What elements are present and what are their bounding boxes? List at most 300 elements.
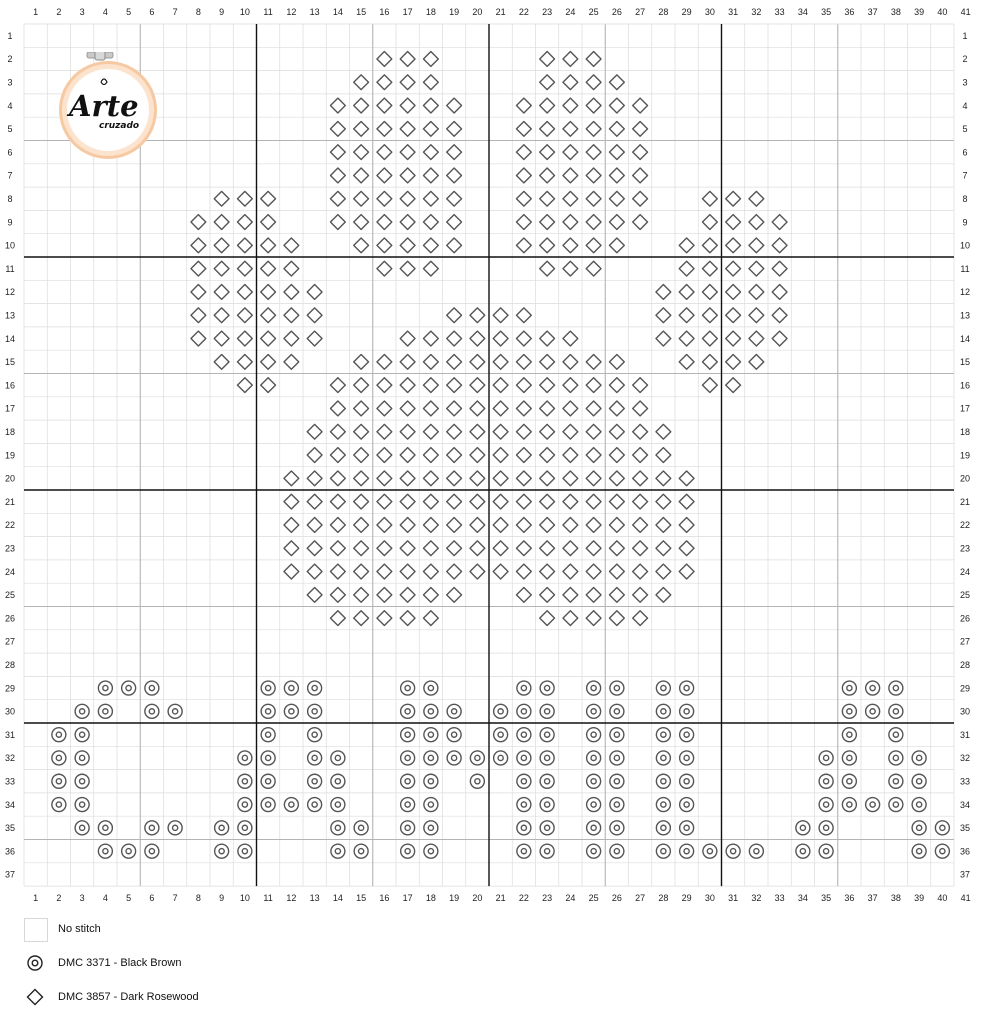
diamond-stitch	[540, 145, 555, 160]
column-label: 40	[937, 7, 948, 17]
diamond-stitch	[609, 98, 624, 113]
circle-stitch	[75, 798, 89, 812]
diamond-stitch	[354, 145, 369, 160]
diamond-stitch	[633, 448, 648, 463]
column-label: 27	[635, 7, 646, 17]
row-label: 17	[4, 403, 16, 414]
row-label: 35	[4, 823, 16, 834]
diamond-stitch	[354, 191, 369, 206]
column-label: 2	[56, 7, 62, 17]
circle-stitch	[308, 751, 322, 765]
column-label: 22	[518, 7, 529, 17]
circle-stitch	[842, 774, 856, 788]
diamond-stitch	[354, 424, 369, 439]
diamond-stitch	[400, 518, 415, 533]
circle-stitch	[517, 798, 531, 812]
diamond-stitch	[656, 587, 671, 602]
circle-stitch	[261, 728, 275, 742]
legend-item-black-brown	[24, 952, 424, 986]
diamond-stitch	[423, 518, 438, 533]
diamond-stitch	[563, 331, 578, 346]
circle-stitch	[889, 798, 903, 812]
circle-stitch	[424, 728, 438, 742]
circle-stitch	[587, 728, 601, 742]
diamond-stitch	[377, 168, 392, 183]
circle-stitch	[819, 821, 833, 835]
diamond-stitch	[423, 564, 438, 579]
circle-stitch	[308, 681, 322, 695]
row-label: 10	[959, 240, 971, 251]
row-label: 7	[962, 170, 968, 181]
diamond-stitch	[586, 168, 601, 183]
diamond-stitch	[563, 98, 578, 113]
diamond-stitch	[377, 261, 392, 276]
diamond-stitch	[749, 261, 764, 276]
diamond-stitch	[423, 354, 438, 369]
diamond-stitch	[284, 285, 299, 300]
diamond-stitch	[633, 424, 648, 439]
row-label: 23	[4, 543, 16, 554]
diamond-stitch	[609, 378, 624, 393]
column-label: 35	[821, 893, 832, 904]
diamond-stitch	[656, 424, 671, 439]
circle-stitch	[842, 751, 856, 765]
diamond-stitch	[679, 471, 694, 486]
diamond-stitch	[447, 191, 462, 206]
column-label: 7	[172, 7, 178, 17]
circle-stitch	[796, 821, 810, 835]
diamond-stitch	[540, 98, 555, 113]
diamond-stitch	[726, 331, 741, 346]
column-labels-top	[33, 7, 971, 17]
diamond-stitch	[423, 75, 438, 90]
circle-stitch	[168, 821, 182, 835]
circle-stitch	[424, 704, 438, 718]
diamond-stitch	[284, 518, 299, 533]
column-label: 18	[425, 893, 436, 904]
diamond-stitch	[540, 75, 555, 90]
diamond-stitch	[447, 494, 462, 509]
diamond-stitch	[400, 238, 415, 253]
diamond-stitch	[772, 308, 787, 323]
circle-stitch	[401, 704, 415, 718]
row-label: 31	[959, 729, 971, 740]
diamond-stitch	[772, 285, 787, 300]
circle-stitch	[168, 704, 182, 718]
circle-stitch	[52, 751, 66, 765]
diamond-stitch	[447, 354, 462, 369]
row-label: 3	[962, 77, 968, 88]
diamond-stitch	[563, 52, 578, 67]
diamond-stitch	[656, 308, 671, 323]
column-label: 29	[681, 7, 692, 17]
circle-stitch	[587, 798, 601, 812]
row-label: 8	[7, 193, 13, 204]
circle-stitch	[401, 751, 415, 765]
column-label: 9	[219, 893, 225, 904]
circle-stitch	[842, 704, 856, 718]
diamond-stitch	[493, 471, 508, 486]
column-label: 38	[890, 7, 901, 17]
row-label: 23	[959, 543, 971, 554]
diamond-stitch	[493, 331, 508, 346]
diamond-stitch	[447, 424, 462, 439]
diamond-stitch	[540, 238, 555, 253]
diamond-stitch	[586, 611, 601, 626]
diamond-stitch	[540, 448, 555, 463]
diamond-stitch	[470, 331, 485, 346]
diamond-stitch	[447, 448, 462, 463]
circle-stitch	[52, 728, 66, 742]
row-label: 35	[959, 823, 971, 834]
circle-stitch	[494, 704, 508, 718]
diamond-stitch	[423, 401, 438, 416]
diamond-stitch	[400, 587, 415, 602]
circle-stitch	[587, 681, 601, 695]
diamond-stitch	[586, 191, 601, 206]
diamond-stitch	[609, 354, 624, 369]
diamond-stitch	[563, 448, 578, 463]
column-label: 27	[635, 893, 646, 904]
diamond-stitch	[586, 238, 601, 253]
diamond-stitch	[214, 354, 229, 369]
column-label: 7	[172, 893, 178, 904]
diamond-stitch	[633, 145, 648, 160]
column-label: 8	[195, 893, 201, 904]
diamond-stitch	[284, 308, 299, 323]
diamond-stitch	[633, 587, 648, 602]
diamond-stitch	[749, 285, 764, 300]
row-label: 20	[4, 473, 16, 484]
diamond-stitch	[447, 471, 462, 486]
row-label: 27	[959, 636, 971, 647]
diamond-stitch	[423, 238, 438, 253]
diamond-stitch	[540, 587, 555, 602]
diamond-stitch	[516, 518, 531, 533]
diamond-stitch	[656, 564, 671, 579]
circle-stitch	[796, 844, 810, 858]
circle-stitch	[470, 751, 484, 765]
diamond-stitch	[563, 611, 578, 626]
diamond-stitch	[330, 401, 345, 416]
column-label: 5	[126, 7, 132, 17]
diamond-stitch	[447, 331, 462, 346]
column-label: 13	[309, 7, 320, 17]
diamond-stitch	[516, 541, 531, 556]
diamond-stitch	[633, 98, 648, 113]
diamond-stitch	[423, 98, 438, 113]
diamond-stitch	[516, 308, 531, 323]
circle-stitch	[680, 681, 694, 695]
diamond-icon	[24, 986, 46, 1008]
diamond-stitch	[493, 401, 508, 416]
diamond-stitch	[284, 354, 299, 369]
row-label: 37	[959, 869, 971, 880]
circle-stitch	[587, 774, 601, 788]
diamond-stitch	[261, 285, 276, 300]
diamond-stitch	[633, 401, 648, 416]
column-label: 11	[263, 893, 273, 904]
diamond-stitch	[400, 75, 415, 90]
diamond-stitch	[563, 145, 578, 160]
circle-stitch	[424, 681, 438, 695]
circle-stitch	[308, 774, 322, 788]
diamond-stitch	[586, 448, 601, 463]
row-label: 4	[7, 100, 13, 111]
circle-stitch	[610, 728, 624, 742]
column-label: 23	[542, 893, 553, 904]
diamond-stitch	[702, 331, 717, 346]
circle-stitch	[517, 704, 531, 718]
column-label: 17	[402, 7, 413, 17]
row-label: 30	[4, 706, 16, 717]
diamond-stitch	[633, 611, 648, 626]
column-label: 4	[102, 893, 108, 904]
circle-stitch	[912, 798, 926, 812]
circle-stitch	[912, 844, 926, 858]
diamond-stitch	[493, 494, 508, 509]
circle-stitch	[424, 821, 438, 835]
diamond-stitch	[702, 354, 717, 369]
column-label: 34	[797, 893, 808, 904]
diamond-stitch	[633, 378, 648, 393]
diamond-stitch	[470, 471, 485, 486]
circle-stitch	[331, 798, 345, 812]
diamond-stitch	[540, 471, 555, 486]
circle-stitch	[424, 751, 438, 765]
diamond-stitch	[540, 331, 555, 346]
diamond-stitch	[609, 541, 624, 556]
circle-stitch	[261, 681, 275, 695]
diamond-stitch	[563, 401, 578, 416]
circle-stitch	[866, 681, 880, 695]
diamond-stitch	[679, 308, 694, 323]
diamond-stitch	[540, 191, 555, 206]
circle-stitch	[540, 821, 554, 835]
diamond-stitch	[609, 518, 624, 533]
diamond-stitch	[307, 564, 322, 579]
diamond-stitch	[470, 448, 485, 463]
diamond-stitch	[261, 238, 276, 253]
circle-stitch	[447, 728, 461, 742]
circle-stitch	[680, 844, 694, 858]
circle-stitch	[424, 774, 438, 788]
diamond-stitch	[330, 448, 345, 463]
diamond-stitch	[330, 98, 345, 113]
circle-stitch	[540, 774, 554, 788]
diamond-stitch	[307, 518, 322, 533]
diamond-stitch	[516, 98, 531, 113]
diamond-stitch	[516, 564, 531, 579]
column-label: 37	[867, 893, 878, 904]
diamond-stitch	[493, 564, 508, 579]
circle-stitch	[261, 704, 275, 718]
diamond-stitch	[284, 564, 299, 579]
diamond-stitch	[563, 191, 578, 206]
diamond-stitch	[609, 448, 624, 463]
row-label: 8	[962, 193, 968, 204]
diamond-stitch	[400, 494, 415, 509]
diamond-stitch	[423, 494, 438, 509]
legend	[24, 918, 424, 1020]
diamond-stitch	[400, 191, 415, 206]
diamond-stitch	[470, 518, 485, 533]
legend-item-no-stitch	[24, 918, 424, 952]
diamond-stitch	[563, 168, 578, 183]
circle-stitch	[261, 774, 275, 788]
circle-stitch	[331, 774, 345, 788]
diamond-stitch	[377, 494, 392, 509]
diamond-stitch	[609, 191, 624, 206]
diamond-stitch	[354, 401, 369, 416]
diamond-stitch	[516, 168, 531, 183]
diamond-stitch	[400, 448, 415, 463]
diamond-stitch	[307, 448, 322, 463]
diamond-stitch	[261, 331, 276, 346]
diamond-stitch	[237, 354, 252, 369]
column-label: 39	[914, 7, 925, 17]
circle-stitch	[656, 704, 670, 718]
diamond-stitch	[586, 518, 601, 533]
diamond-stitch	[586, 98, 601, 113]
diamond-stitch	[354, 518, 369, 533]
row-label: 1	[7, 30, 13, 41]
circle-stitch	[98, 821, 112, 835]
circle-stitch	[540, 681, 554, 695]
diamond-stitch	[726, 191, 741, 206]
diamond-stitch	[423, 52, 438, 67]
circle-stitch	[424, 798, 438, 812]
circle-stitch	[284, 681, 298, 695]
circle-stitch	[122, 844, 136, 858]
diamond-stitch	[656, 541, 671, 556]
concentric-circle-icon	[24, 952, 46, 974]
circle-stitch	[540, 844, 554, 858]
diamond-stitch	[772, 261, 787, 276]
diamond-stitch	[470, 494, 485, 509]
diamond-stitch	[354, 75, 369, 90]
circle-stitch	[98, 844, 112, 858]
column-label: 6	[149, 893, 155, 904]
diamond-stitch	[447, 564, 462, 579]
row-label: 21	[959, 496, 971, 507]
diamond-stitch	[563, 518, 578, 533]
diamond-stitch	[656, 331, 671, 346]
column-label: 21	[495, 893, 506, 904]
circle-stitch	[238, 751, 252, 765]
column-label: 3	[79, 893, 85, 904]
circle-stitch	[587, 751, 601, 765]
diamond-stitch	[516, 191, 531, 206]
diamond-stitch	[447, 98, 462, 113]
diamond-stitch	[284, 471, 299, 486]
diamond-stitch	[423, 611, 438, 626]
diamond-stitch	[400, 471, 415, 486]
diamond-stitch	[679, 564, 694, 579]
diamond-stitch	[563, 75, 578, 90]
circle-stitch	[935, 821, 949, 835]
diamond-stitch	[377, 215, 392, 230]
legend-label: No stitch	[58, 923, 101, 935]
column-label: 20	[472, 7, 483, 17]
row-label: 5	[7, 124, 13, 135]
diamond-stitch	[400, 261, 415, 276]
diamond-stitch	[400, 52, 415, 67]
diamond-stitch	[330, 424, 345, 439]
diamond-stitch	[702, 261, 717, 276]
column-label: 32	[751, 7, 762, 17]
diamond-stitch	[516, 215, 531, 230]
row-label: 12	[959, 287, 971, 298]
column-label: 11	[263, 7, 273, 17]
row-label: 20	[959, 473, 971, 484]
row-label: 9	[7, 217, 13, 228]
circle-stitch	[98, 704, 112, 718]
row-label: 18	[4, 426, 16, 437]
diamond-stitch	[377, 145, 392, 160]
diamond-stitch	[516, 424, 531, 439]
diamond-stitch	[377, 191, 392, 206]
diamond-stitch	[377, 75, 392, 90]
circle-stitch	[680, 798, 694, 812]
diamond-stitch	[540, 378, 555, 393]
column-label: 32	[751, 893, 762, 904]
diamond-stitch	[237, 191, 252, 206]
row-label: 15	[959, 357, 971, 368]
diamond-stitch	[447, 587, 462, 602]
column-label: 28	[658, 7, 669, 17]
diamond-stitch	[749, 215, 764, 230]
circle-stitch	[656, 774, 670, 788]
diamond-stitch	[354, 564, 369, 579]
circle-stitch	[517, 821, 531, 835]
diamond-stitch	[702, 238, 717, 253]
diamond-stitch	[237, 331, 252, 346]
diamond-stitch	[354, 215, 369, 230]
diamond-stitch	[516, 494, 531, 509]
diamond-stitch	[307, 285, 322, 300]
diamond-stitch	[516, 121, 531, 136]
circle-stitch	[331, 844, 345, 858]
circle-stitch	[284, 704, 298, 718]
diamond-stitch	[493, 424, 508, 439]
diamond-stitch	[609, 611, 624, 626]
column-label: 15	[356, 7, 367, 17]
diamond-stitch	[191, 308, 206, 323]
column-label: 6	[149, 7, 155, 17]
diamond-stitch	[633, 121, 648, 136]
diamond-stitch	[330, 145, 345, 160]
arte-cruzado-logo	[57, 52, 159, 162]
column-label: 17	[402, 893, 413, 904]
diamond-stitch	[586, 261, 601, 276]
diamond-stitch	[191, 261, 206, 276]
circle-stitch	[470, 774, 484, 788]
column-label: 26	[611, 893, 622, 904]
circle-stitch	[215, 844, 229, 858]
circle-stitch	[238, 798, 252, 812]
diamond-stitch	[423, 378, 438, 393]
row-label: 36	[4, 846, 16, 857]
diamond-stitch	[493, 518, 508, 533]
diamond-stitch	[330, 494, 345, 509]
circle-stitch	[401, 844, 415, 858]
circle-stitch	[889, 681, 903, 695]
diamond-stitch	[330, 564, 345, 579]
circle-stitch	[238, 844, 252, 858]
diamond-stitch	[354, 121, 369, 136]
circle-stitch	[656, 728, 670, 742]
